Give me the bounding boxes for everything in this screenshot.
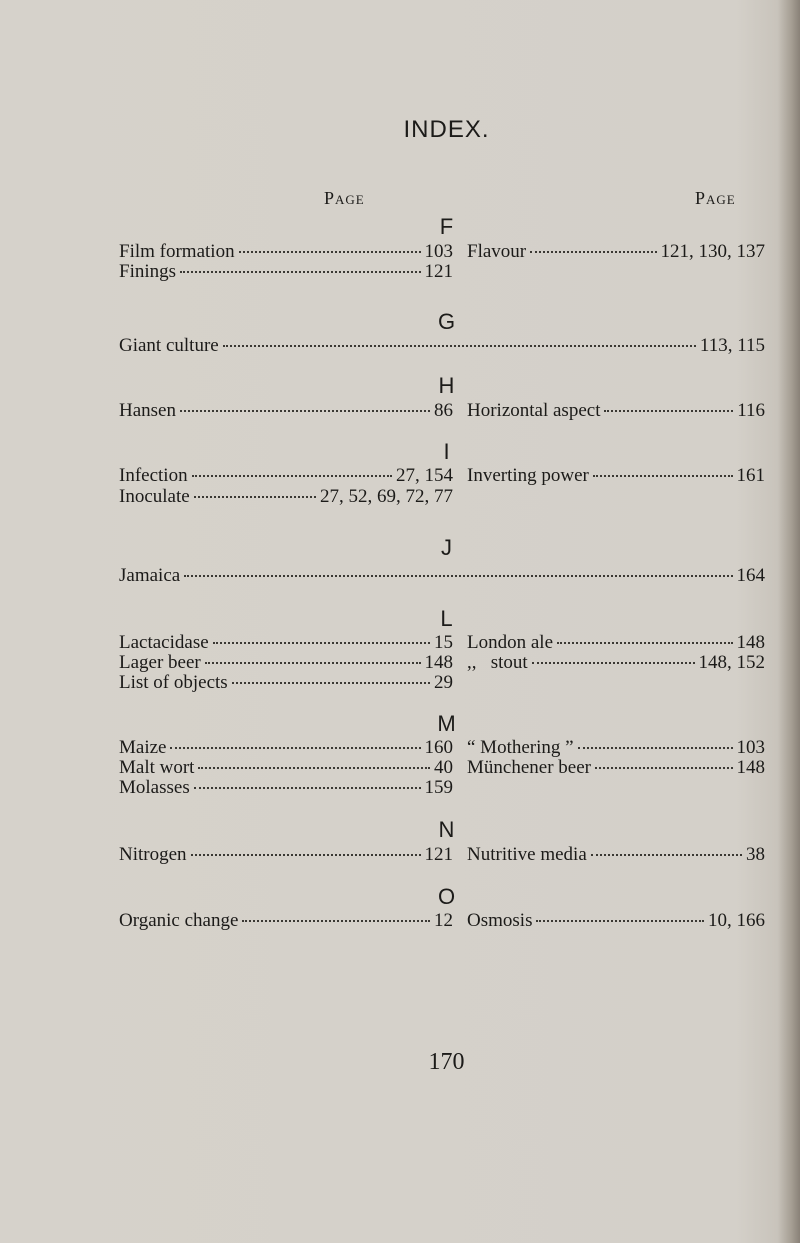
- dot-leader: [530, 251, 656, 253]
- entry-term: London ale: [467, 632, 554, 653]
- index-entry: [467, 910, 765, 932]
- entry-term: Horizontal aspect: [467, 400, 601, 421]
- section-letter-j: J: [441, 535, 452, 560]
- dot-leader: [536, 920, 704, 922]
- entry-term: Organic change: [119, 910, 239, 931]
- entry-pages: 103: [736, 737, 765, 758]
- entry-term: Giant culture: [119, 335, 219, 356]
- entry-pages: 86: [434, 400, 453, 421]
- index-entry: [119, 261, 453, 283]
- entry-pages: 148: [424, 652, 453, 673]
- dot-leader: [180, 271, 420, 273]
- entry-term: Osmosis: [467, 910, 533, 931]
- index-entry: [467, 465, 765, 487]
- entry-term: Film formation: [119, 241, 235, 262]
- entry-pages: 160: [424, 737, 453, 758]
- index-entry: [119, 565, 765, 587]
- index-entry: [467, 632, 765, 654]
- dot-leader: [593, 475, 733, 477]
- entry-term: Finings: [119, 261, 177, 282]
- dot-leader: [604, 410, 733, 412]
- index-entry: [467, 757, 765, 779]
- index-entry: [119, 757, 453, 779]
- entry-pages: 121: [424, 844, 453, 865]
- dot-leader: [532, 662, 695, 664]
- section-letter-m: M: [437, 711, 456, 736]
- dot-leader: [184, 575, 732, 577]
- index-entry: [119, 652, 453, 674]
- entry-term: “ Mothering ”: [467, 737, 574, 758]
- dot-leader: [557, 642, 732, 644]
- index-entry: [119, 737, 453, 759]
- dot-leader: [194, 496, 316, 498]
- dot-leader: [223, 345, 696, 347]
- page-number: 170: [428, 1049, 465, 1075]
- entry-pages: 38: [746, 844, 765, 865]
- section-letter-g: G: [437, 309, 456, 334]
- index-entry: [119, 400, 453, 422]
- entry-term: Münchener beer: [467, 757, 591, 778]
- entry-pages: 121: [424, 261, 453, 282]
- page-title: INDEX.: [403, 116, 490, 143]
- index-entry: [467, 652, 765, 674]
- index-entry: [119, 844, 453, 866]
- entry-pages: 15: [434, 632, 453, 653]
- dot-leader: [180, 410, 430, 412]
- index-entry: [467, 844, 765, 866]
- dot-leader: [578, 747, 733, 749]
- entry-term: Maize: [119, 737, 167, 758]
- entry-term: Molasses: [119, 777, 190, 798]
- entry-pages: 148: [736, 757, 765, 778]
- dot-leader: [170, 747, 420, 749]
- entry-pages: 161: [736, 465, 765, 486]
- entry-term: Lactacidase: [119, 632, 209, 653]
- index-entry: [119, 486, 453, 508]
- entry-pages: 40: [434, 757, 453, 778]
- entry-pages: 121, 130, 137: [660, 241, 765, 262]
- entry-term: Lager beer: [119, 652, 201, 673]
- dot-leader: [595, 767, 733, 769]
- entry-term: Malt wort: [119, 757, 195, 778]
- entry-pages: 148, 152: [698, 652, 765, 673]
- entry-pages: 148: [736, 632, 765, 653]
- dot-leader: [213, 642, 430, 644]
- dot-leader: [232, 682, 430, 684]
- entry-pages: 116: [737, 400, 765, 421]
- entry-pages: 27, 52, 69, 72, 77: [320, 486, 453, 507]
- column-head-right: Page: [695, 188, 736, 208]
- entry-term: Nitrogen: [119, 844, 187, 865]
- entry-pages: 103: [424, 241, 453, 262]
- entry-pages: 12: [434, 910, 453, 931]
- dot-leader: [194, 787, 421, 789]
- entry-term: Inverting power: [467, 465, 589, 486]
- entry-pages: 159: [424, 777, 453, 798]
- entry-pages: 10, 166: [708, 910, 765, 931]
- entry-pages: 27, 154: [396, 465, 453, 486]
- dot-leader: [205, 662, 421, 664]
- section-letter-n: N: [438, 817, 455, 842]
- index-entry: [119, 241, 453, 263]
- section-letter-h: H: [438, 373, 455, 398]
- entry-term: Hansen: [119, 400, 176, 421]
- dot-leader: [591, 854, 742, 856]
- entry-term: ,, stout: [467, 652, 528, 673]
- entry-term: Flavour: [467, 241, 527, 262]
- index-entry: [119, 335, 765, 357]
- section-letter-f: F: [439, 214, 454, 239]
- index-entry: [119, 632, 453, 654]
- entry-term: Infection: [119, 465, 188, 486]
- entry-term: Inoculate: [119, 486, 190, 507]
- index-entry: [119, 777, 453, 799]
- dot-leader: [242, 920, 430, 922]
- index-entry: [119, 910, 453, 932]
- section-letter-l: L: [440, 606, 453, 631]
- entry-pages: 29: [434, 672, 453, 693]
- index-entry: [467, 241, 765, 263]
- dot-leader: [192, 475, 392, 477]
- column-head-left: Page: [324, 188, 365, 208]
- entry-term: List of objects: [119, 672, 228, 693]
- index-entry: [119, 672, 453, 694]
- section-letter-i: I: [443, 439, 450, 464]
- entry-term: Nutritive media: [467, 844, 587, 865]
- entry-term: Jamaica: [119, 565, 181, 586]
- index-entry: [119, 465, 453, 487]
- dot-leader: [191, 854, 421, 856]
- entry-pages: 164: [736, 565, 765, 586]
- index-entry: [467, 400, 765, 422]
- index-entry: [467, 737, 765, 759]
- page-edge-shadow: [778, 0, 800, 1243]
- dot-leader: [239, 251, 421, 253]
- dot-leader: [198, 767, 430, 769]
- entry-pages: 113, 115: [699, 335, 765, 356]
- section-letter-o: O: [437, 884, 456, 909]
